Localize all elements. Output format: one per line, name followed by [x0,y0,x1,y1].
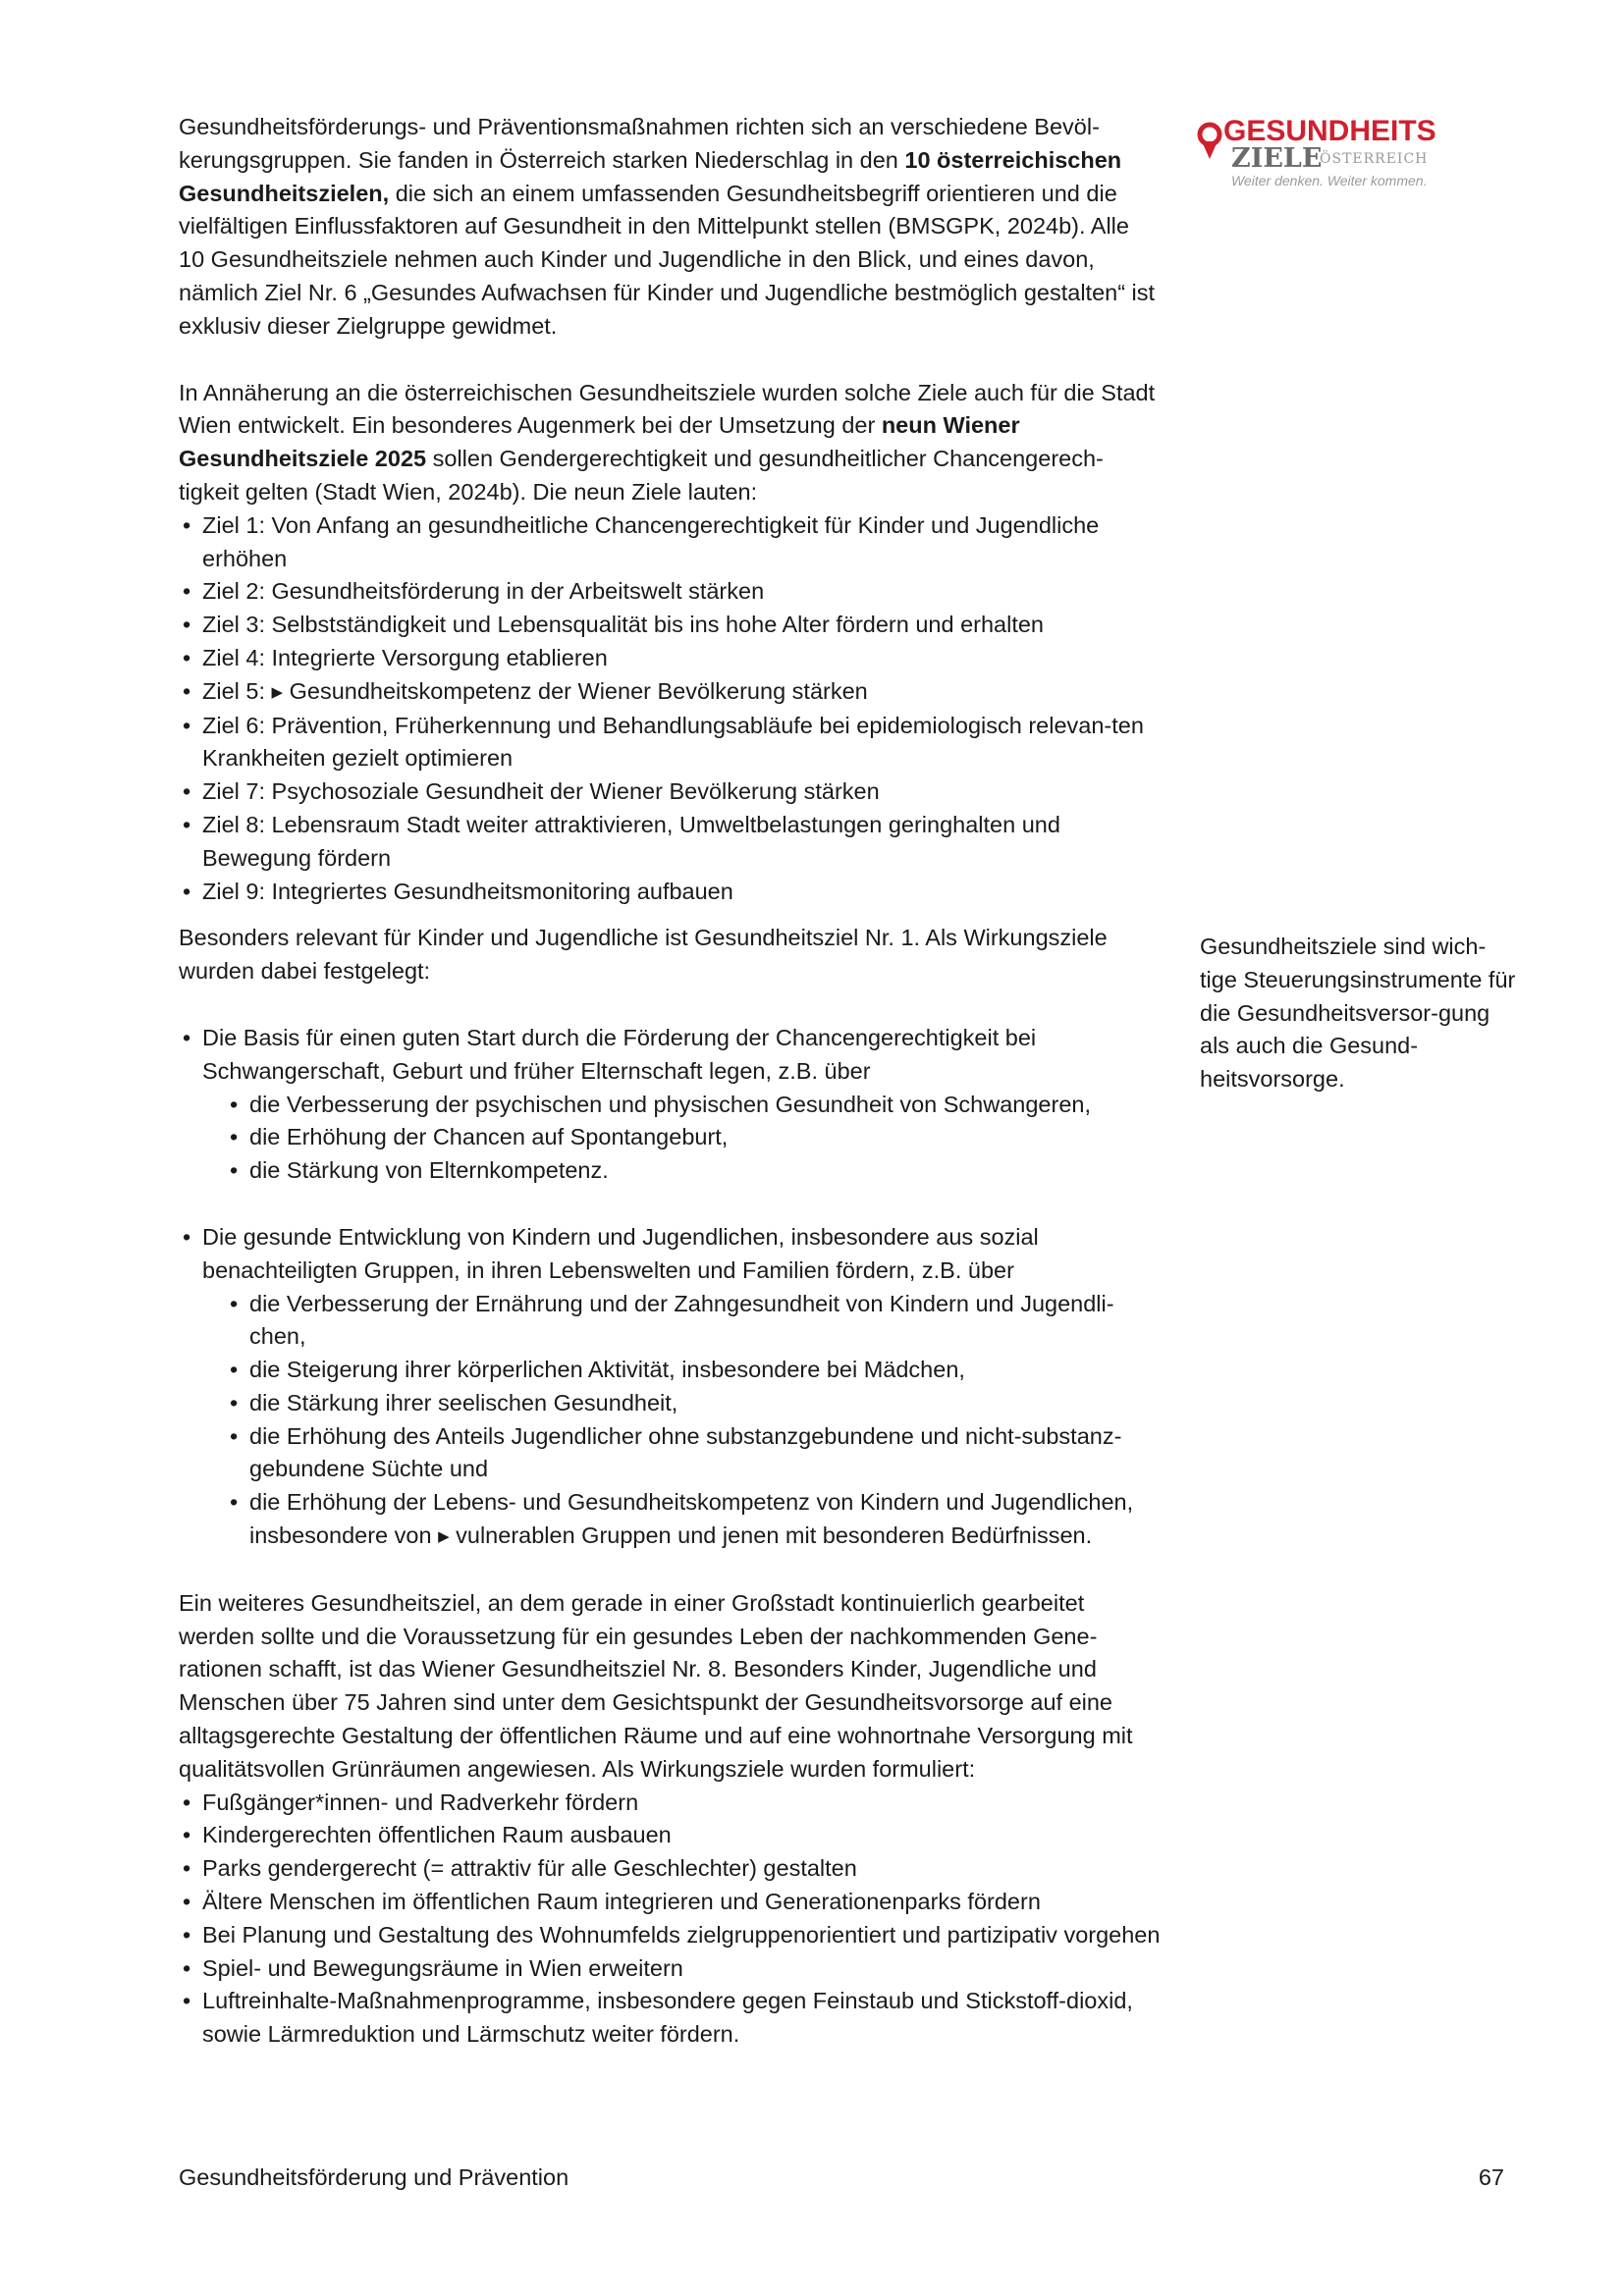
sub-list-item: • die Erhöhung des Anteils Jugendlicher ohne substanzgebundene und nicht-substanz-gebundene Süchte und [226,1420,1161,1487]
location-pin-icon [1196,122,1223,161]
list-item: • Parks gendergerecht (= attraktiv für alle Geschlechter) gestalten [179,1852,1161,1886]
list-item: • Kindergerechten öffentlichen Raum ausbauen [179,1819,1161,1852]
list-item: • Ziel 9: Integriertes Gesundheitsmonitoring aufbauen [179,876,1161,909]
intro-paragraph-1: Gesundheitsförderungs- und Präventionsmaßnahmen richten sich an verschiedene Bevöl-kerungsgruppen. Sie fanden in Österreich starken Niederschlag in den 10 österreichischen Gesundheitszielen, die sich an einem umfassenden Gesundheitsbegriff orientieren und die vielfältigen Einflussfaktoren auf Gesundheit in den Mittelpunkt stellen (BMSGPK, 2024b). Alle 10 Gesundheitsziele nehmen auch Kinder und Jugendliche in den Blick, und eines davon, nämlich Ziel Nr. 6 „Gesundes Aufwachsen für Kinder und Jugendliche bestmöglich gestalten“ ist exklusiv dieser Zielgruppe gewidmet. [179,114,1156,339]
page-number: 67 [1478,2164,1504,2190]
list-item: • Ältere Menschen im öffentlichen Raum integrieren und Generationenparks fördern [179,1886,1161,1919]
margin-note: Gesundheitsziele sind wich-tige Steuerungsinstrumente für die Gesundheitsversor-gung als auch die Gesund-heitsvorsorge. [1200,934,1516,1093]
list-item: • Ziel 2: Gesundheitsförderung in der Arbeitswelt stärken [179,575,1161,609]
sub-list-item: • die Erhöhung der Lebens- und Gesundheitskompetenz von Kindern und Jugendlichen, insbesondere von ▶ vulnerablen Gruppen und jenen mit besonderen Bedürfnissen. [226,1486,1161,1554]
section2-paragraph: Besonders relevant für Kinder und Jugendliche ist Gesundheitsziel Nr. 1. Als Wirkungsziele wurden dabei festgelegt: [179,925,1108,985]
sub-list-item: • die Erhöhung der Chancen auf Spontangeburt, [226,1121,1161,1154]
sub-list-item: • die Stärkung von Elternkompetenz. [226,1154,1161,1188]
list-item: • Ziel 6: Prävention, Früherkennung und Behandlungsabläufe bei epidemiologisch relevan-ten Krankheiten gezielt optimieren [179,710,1161,776]
sub-list [202,1288,1161,1554]
list-item: • Luftreinhalte-Maßnahmenprogramme, insbesondere gegen Feinstaub und Stickstoff-dioxid, sowie Lärmreduktion und Lärmschutz weiter fördern. [179,1985,1161,2052]
list-item: • Ziel 1: Von Anfang an gesundheitliche Chancengerechtigkeit für Kinder und Jugendliche erhöhen [179,509,1161,576]
list-item: • Ziel 7: Psychosoziale Gesundheit der Wiener Bevölkerung stärken [179,775,1161,809]
list-item: • Die Basis für einen guten Start durch die Förderung der Chancengerechtigkeit bei Schwangerschaft, Geburt und früher Elternschaft legen, z.B. über • die Verbesserung der psychischen und physischen Gesundheit von Schwangeren, • die Erhöhung der Chancen auf Spontangeburt, • die Stärkung von Elternkompetenz. [179,1022,1161,1188]
list-item: • Die gesunde Entwicklung von Kindern und Jugendlichen, insbesondere aus sozial benachteiligten Gruppen, in ihren Lebenswelten und Familien fördern, z.B. über • die Verbesserung der Ernährung und der Zahngesundheit von Kindern und Jugendli-chen, • die Steigerung ihrer körperlichen Aktivität, insbesondere bei Mädchen, • die Stärkung ihrer seelischen Gesundheit, • die Erhöhung des Anteils Jugendlicher ohne substanzgebundene und nicht-substanz-gebundene Süchte und • die Erhöhung der Lebens- und Gesundheitskompetenz von Kindern und Jugendlichen, insbesondere von ▶ vulnerablen Gruppen und jenen mit besonderen Bedürfnissen. [179,1221,1161,1554]
sub-list-item: • die Verbesserung der psychischen und physischen Gesundheit von Schwangeren, [226,1089,1161,1122]
list-item: • Bei Planung und Gestaltung des Wohnumfelds zielgruppenorientiert und partizipativ vorgehen [179,1919,1161,1952]
ziele-list [179,509,1161,909]
sub-list-item: • die Verbesserung der Ernährung und der Zahngesundheit von Kindern und Jugendli-chen, [226,1288,1161,1355]
intro-paragraph-2: In Annäherung an die österreichischen Gesundheitsziele wurden solche Ziele auch für die Stadt Wien entwickelt. Ein besonderes Augenmerk bei der Umsetzung der neun Wiener Gesundheitsziele 2025 sollen Gendergerechtigkeit und gesundheitlicher Chancengerech-tigkeit gelten (Stadt Wien, 2024b). Die neun Ziele lauten: [179,379,1156,505]
list-item: • Fußgänger*innen- und Radverkehr fördern [179,1787,1161,1820]
list-item: • Spiel- und Bewegungsräume in Wien erweitern [179,1952,1161,1986]
list-item: • Ziel 8: Lebensraum Stadt weiter attraktivieren, Umweltbelastungen geringhalten und Bewegung fördern [179,809,1161,876]
list-item: • Ziel 5: ▶ Gesundheitskompetenz der Wiener Bevölkerung stärken [179,675,1161,710]
logo-line2b: ÖSTERREICH [1320,151,1429,167]
wirkungsziele-list-2 [179,1221,1161,1554]
sub-list-item: • die Steigerung ihrer körperlichen Aktivität, insbesondere bei Mädchen, [226,1354,1161,1387]
gesundheitsziele-logo [1196,116,1451,194]
section3-paragraph: Ein weiteres Gesundheitsziel, an dem gerade in einer Großstadt kontinuierlich gearbeitet werden sollte und die Voraussetzung für ein gesundes Leben der nachkommenden Gene-rationen schafft, ist das Wiener Gesundheitsziel Nr. 8. Besonders Kinder, Jugendliche und Menschen über 75 Jahren sind unter dem Gesichtspunkt der Gesundheitsvorsorge auf eine alltagsgerechte Gestaltung der öffentlichen Räume und auf eine wohnortnahe Versorgung mit qualitätsvollen Grünräumen angewiesen. Als Wirkungsziele wurden formuliert: [179,1589,1133,1782]
logo-line2: ZIELE [1231,143,1323,174]
wirkungsziele-list-3 [179,1787,1161,2052]
arrow-right-icon: ▶ [271,683,284,701]
list-item: • Ziel 3: Selbstständigkeit und Lebensqualität bis ins hohe Alter fördern und erhalten [179,609,1161,642]
sub-list-item: • die Stärkung ihrer seelischen Gesundheit, [226,1387,1161,1420]
list-item: • Ziel 4: Integrierte Versorgung etablieren [179,642,1161,675]
wirkungsziele-list-1 [179,1022,1161,1188]
footer-section-title: Gesundheitsförderung und Prävention [179,2164,569,2190]
main-text [179,111,1161,2052]
sub-list [202,1089,1161,1188]
logo-tagline: Weiter denken. Weiter kommen. [1231,173,1428,188]
logo-line1: GESUNDHEITS [1223,115,1436,147]
arrow-right-icon: ▶ [438,1528,450,1546]
